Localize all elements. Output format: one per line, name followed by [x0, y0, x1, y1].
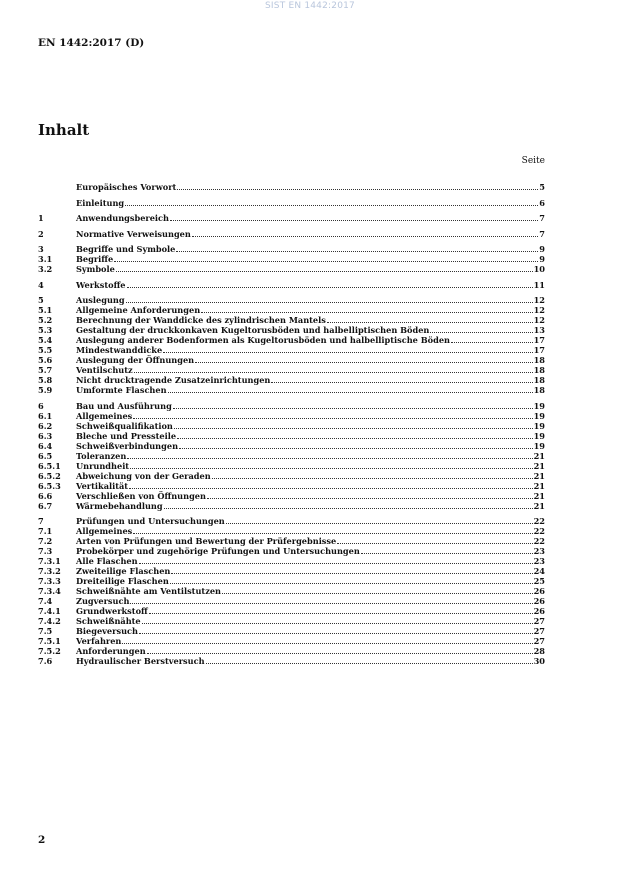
toc-entry[interactable] [38, 526, 545, 536]
toc-entry[interactable] [38, 596, 545, 606]
toc-entry-number: 5.7 [38, 365, 53, 375]
table-of-contents [38, 182, 545, 666]
toc-dot-leader [337, 543, 532, 544]
toc-entry[interactable] [38, 305, 545, 315]
toc-entry[interactable] [38, 198, 545, 208]
toc-entry-number: 4 [38, 279, 44, 290]
toc-entry[interactable] [38, 401, 545, 411]
toc-entry-title: Begriffe [76, 254, 114, 264]
toc-entry-page: 13 [533, 325, 545, 335]
toc-entry-number: 7.6 [38, 656, 53, 666]
toc-entry-title: Arten von Prüfungen und Bewertung der Prüfergebnisse [76, 536, 337, 546]
toc-entry-page: 19 [533, 440, 545, 451]
toc-dot-leader [171, 573, 532, 574]
toc-entry[interactable] [38, 566, 545, 576]
toc-entry-number: 5.6 [38, 355, 53, 365]
toc-dot-leader [139, 633, 533, 634]
toc-entry-page: 27 [533, 636, 545, 646]
toc-entry-page: 23 [533, 546, 545, 556]
toc-entry-number: 6.3 [38, 430, 53, 441]
toc-entry-number: 5.8 [38, 375, 53, 385]
toc-dot-leader [206, 663, 533, 664]
toc-entry-page: 17 [533, 345, 545, 355]
toc-entry-page: 28 [533, 646, 545, 656]
toc-entry-page: 24 [533, 566, 545, 576]
toc-entry-title: Auslegung [76, 295, 125, 305]
toc-entry[interactable] [38, 295, 545, 305]
toc-entry-number: 7 [38, 516, 44, 526]
toc-entry-title: Dreiteilige Flaschen [76, 576, 169, 586]
toc-dot-leader [170, 220, 538, 221]
toc-dot-leader [179, 448, 533, 449]
toc-entry-page: 12 [533, 295, 545, 305]
toc-entry-title: Probekörper und zugehörige Prüfungen und Untersuchungen [76, 546, 360, 556]
toc-entry[interactable] [38, 606, 545, 616]
toc-entry-number: 7.3.4 [38, 586, 61, 596]
toc-entry-title: Toleranzen [76, 450, 127, 461]
toc-entry-title: Allgemeine Anforderungen [76, 305, 201, 315]
toc-entry[interactable] [38, 335, 545, 345]
toc-dot-leader [163, 352, 532, 353]
toc-entry-title: Nicht drucktragende Zusatzeinrichtungen [76, 375, 271, 385]
toc-entry-page: 7 [539, 213, 545, 223]
toc-entry-title: Bleche und Pressteile [76, 430, 177, 441]
toc-dot-leader [361, 553, 533, 554]
toc-entry-number: 6.4 [38, 440, 53, 451]
toc-entry-number: 7.3.3 [38, 576, 61, 586]
toc-entry-title: Zweiteilige Flaschen [76, 566, 171, 576]
toc-entry-number: 6.2 [38, 420, 53, 431]
toc-entry[interactable] [38, 646, 545, 656]
toc-entry-page: 19 [533, 420, 545, 431]
toc-entry-page: 17 [533, 335, 545, 345]
toc-entry-number: 6.1 [38, 410, 53, 421]
toc-entry-page: 18 [533, 365, 545, 375]
toc-entry-title: Verfahren [76, 636, 122, 646]
toc-entry-title: Abweichung von der Geraden [76, 470, 211, 481]
toc-entry-number: 5.5 [38, 345, 53, 355]
toc-entry-title: Anforderungen [76, 646, 146, 656]
toc-dot-leader [177, 189, 538, 190]
toc-entry[interactable] [38, 182, 545, 192]
toc-dot-leader [164, 508, 533, 509]
toc-entry-number: 6.5.3 [38, 480, 61, 491]
toc-entry[interactable] [38, 441, 545, 451]
toc-dot-leader [195, 362, 532, 363]
toc-dot-leader [168, 392, 533, 393]
toc-entry[interactable] [38, 556, 545, 566]
toc-dot-leader [192, 236, 538, 237]
toc-entry-page: 27 [533, 626, 545, 636]
toc-entry-page: 21 [533, 490, 545, 501]
toc-entry[interactable] [38, 315, 545, 325]
toc-entry[interactable] [38, 546, 545, 556]
toc-entry-page: 21 [533, 450, 545, 461]
toc-entry-number: 7.3.1 [38, 556, 61, 566]
toc-entry-number: 7.5 [38, 626, 53, 636]
toc-dot-leader [116, 271, 533, 272]
toc-entry[interactable] [38, 280, 545, 290]
toc-entry[interactable] [38, 576, 545, 586]
document-id: EN 1442:2017 (D) [38, 37, 145, 49]
toc-entry-number: 7.3.2 [38, 566, 61, 576]
toc-entry-number: 5.9 [38, 385, 53, 395]
toc-entry-number: 2 [38, 228, 44, 239]
toc-entry-number: 5.4 [38, 335, 53, 345]
toc-entry-title: Biegeversuch [76, 626, 138, 636]
toc-entry[interactable] [38, 451, 545, 461]
toc-entry-page: 23 [533, 556, 545, 566]
toc-dot-leader [173, 408, 533, 409]
toc-dot-leader [147, 653, 533, 654]
toc-dot-leader [271, 382, 532, 383]
toc-dot-leader [201, 312, 532, 313]
toc-entry-number: 1 [38, 213, 44, 223]
toc-entry-page: 9 [539, 254, 545, 264]
toc-dot-leader [127, 458, 532, 459]
toc-entry-number: 7.5.1 [38, 636, 61, 646]
toc-dot-leader [327, 322, 533, 323]
toc-entry-page: 5 [539, 182, 545, 192]
toc-entry[interactable] [38, 461, 545, 471]
toc-dot-leader [142, 623, 533, 624]
toc-entry-title: Vertikalität [76, 480, 129, 491]
toc-entry-page: 12 [533, 305, 545, 315]
toc-dot-leader [127, 287, 533, 288]
toc-entry-title: Grundwerkstoff [76, 606, 148, 616]
toc-entry[interactable] [38, 491, 545, 501]
toc-dot-leader [129, 488, 533, 489]
toc-dot-leader [212, 478, 533, 479]
toc-dot-leader [222, 593, 533, 594]
toc-entry-page: 22 [533, 516, 545, 526]
page-column-label: Seite [521, 156, 545, 166]
toc-entry-title: Symbole [76, 264, 115, 274]
toc-entry-number: 5 [38, 295, 44, 305]
toc-entry-page: 21 [533, 480, 545, 491]
toc-entry[interactable] [38, 264, 545, 274]
toc-dot-leader [451, 342, 533, 343]
toc-dot-leader [149, 613, 533, 614]
toc-entry[interactable] [38, 213, 545, 223]
toc-entry[interactable] [38, 254, 545, 264]
toc-entry-page: 27 [533, 616, 545, 626]
toc-entry[interactable] [38, 536, 545, 546]
toc-entry-title: Europäisches Vorwort [76, 182, 177, 192]
toc-entry-number: 7.2 [38, 536, 53, 546]
toc-entry[interactable] [38, 325, 545, 335]
toc-entry-number: 5.2 [38, 315, 53, 325]
toc-entry-number: 3.1 [38, 254, 53, 264]
page-number: 2 [38, 834, 46, 846]
toc-entry[interactable] [38, 481, 545, 491]
toc-entry-title: Werkstoffe [76, 279, 126, 290]
toc-dot-leader [139, 563, 533, 564]
toc-entry-number: 7.4.2 [38, 616, 61, 626]
toc-entry-title: Unrundheit [76, 460, 130, 471]
toc-entry-title: Anwendungsbereich [76, 213, 169, 223]
toc-entry-title: Einleitung [76, 197, 125, 208]
toc-dot-leader [122, 643, 532, 644]
toc-dot-leader [177, 438, 533, 439]
toc-entry-number: 5.1 [38, 305, 53, 315]
toc-entry-page: 26 [533, 586, 545, 596]
toc-entry-title: Schweißnähte [76, 616, 141, 626]
toc-entry-title: Prüfungen und Untersuchungen [76, 516, 225, 526]
toc-dot-leader [126, 302, 533, 303]
toc-entry[interactable] [38, 421, 545, 431]
toc-entry-title: Mindestwanddicke [76, 345, 163, 355]
toc-dot-leader [430, 332, 532, 333]
toc-entry-page: 21 [533, 460, 545, 471]
toc-entry-page: 26 [533, 606, 545, 616]
toc-entry-title: Allgemeines [76, 526, 133, 536]
toc-dot-leader [134, 372, 533, 373]
toc-entry[interactable] [38, 244, 545, 254]
toc-entry[interactable] [38, 586, 545, 596]
toc-dot-leader [176, 251, 538, 252]
toc-entry-page: 21 [533, 470, 545, 481]
toc-entry-title: Allgemeines [76, 410, 133, 421]
toc-entry-number: 7.1 [38, 526, 53, 536]
toc-entry-title: Schweißnähte am Ventilstutzen [76, 586, 222, 596]
toc-entry-title: Verschließen von Öffnungen [76, 490, 206, 501]
toc-entry-page: 19 [533, 430, 545, 441]
toc-entry-page: 21 [533, 500, 545, 511]
toc-entry-title: Hydraulischer Berstversuch [76, 656, 205, 666]
toc-entry[interactable] [38, 365, 545, 375]
toc-entry-number: 6.5.2 [38, 470, 61, 481]
toc-entry-page: 18 [533, 355, 545, 365]
toc-entry-page: 12 [533, 315, 545, 325]
toc-entry[interactable] [38, 345, 545, 355]
toc-entry-number: 7.3 [38, 546, 53, 556]
watermark: SIST EN 1442:2017 [265, 1, 355, 11]
toc-entry-page: 26 [533, 596, 545, 606]
toc-entry[interactable] [38, 431, 545, 441]
toc-dot-leader [207, 498, 533, 499]
toc-entry-number: 6.5 [38, 450, 53, 461]
toc-dot-leader [133, 418, 532, 419]
toc-entry-number: 7.4 [38, 596, 53, 606]
toc-entry[interactable] [38, 385, 545, 395]
toc-dot-leader [114, 261, 538, 262]
toc-dot-leader [226, 523, 533, 524]
toc-entry-title: Wärmebehandlung [76, 500, 163, 511]
toc-entry[interactable] [38, 626, 545, 636]
toc-entry[interactable] [38, 471, 545, 481]
toc-entry[interactable] [38, 656, 545, 666]
toc-entry-page: 18 [533, 385, 545, 395]
toc-entry-title: Auslegung der Öffnungen [76, 355, 195, 365]
toc-entry[interactable] [38, 516, 545, 526]
toc-entry[interactable] [38, 636, 545, 646]
toc-entry-number: 3 [38, 244, 44, 254]
toc-entry-title: Berechnung der Wanddicke des zylindrischen Mantels [76, 315, 326, 325]
toc-entry-title: Zugversuch [76, 596, 130, 606]
toc-entry-title: Alle Flaschen [76, 556, 138, 566]
toc-dot-leader [125, 205, 538, 206]
toc-entry-number: 6.5.1 [38, 460, 61, 471]
toc-entry-title: Begriffe und Symbole [76, 244, 176, 254]
toc-entry-title: Auslegung anderer Bodenformen als Kugeltorusböden und halbelliptische Böden [76, 335, 451, 345]
toc-entry-page: 10 [533, 264, 545, 274]
toc-entry-page: 22 [533, 526, 545, 536]
toc-entry-number: 5.3 [38, 325, 53, 335]
toc-entry-number: 6.7 [38, 500, 53, 511]
toc-dot-leader [130, 468, 533, 469]
toc-entry-page: 25 [533, 576, 545, 586]
toc-entry-page: 30 [533, 656, 545, 666]
toc-dot-leader [133, 533, 532, 534]
toc-dot-leader [130, 603, 532, 604]
toc-entry-page: 19 [533, 410, 545, 421]
toc-entry[interactable] [38, 616, 545, 626]
toc-entry-number: 7.4.1 [38, 606, 61, 616]
toc-entry[interactable] [38, 355, 545, 365]
toc-entry-page: 7 [539, 228, 545, 239]
toc-entry[interactable] [38, 501, 545, 511]
toc-entry-title: Gestaltung der druckkonkaven Kugeltorusböden und halbelliptischen Böden [76, 325, 430, 335]
toc-dot-leader [170, 583, 533, 584]
toc-entry-title: Umformte Flaschen [76, 385, 167, 395]
toc-entry[interactable] [38, 411, 545, 421]
toc-entry-title: Schweißqualifikation [76, 420, 173, 431]
toc-entry-page: 18 [533, 375, 545, 385]
toc-entry-page: 19 [533, 400, 545, 411]
toc-entry-number: 6 [38, 400, 44, 411]
toc-entry-page: 11 [533, 279, 545, 290]
toc-heading: Inhalt [38, 121, 90, 139]
toc-dot-leader [174, 428, 533, 429]
toc-entry-title: Ventilschutz [76, 365, 133, 375]
toc-entry[interactable] [38, 229, 545, 239]
toc-entry[interactable] [38, 375, 545, 385]
toc-entry-page: 9 [539, 244, 545, 254]
toc-entry-number: 6.6 [38, 490, 53, 501]
toc-entry-number: 7.5.2 [38, 646, 61, 656]
toc-entry-title: Bau und Ausführung [76, 400, 172, 411]
toc-entry-page: 22 [533, 536, 545, 546]
toc-entry-title: Normative Verweisungen [76, 228, 191, 239]
toc-entry-title: Schweißverbindungen [76, 440, 179, 451]
toc-entry-page: 6 [539, 197, 545, 208]
toc-entry-number: 3.2 [38, 264, 53, 274]
